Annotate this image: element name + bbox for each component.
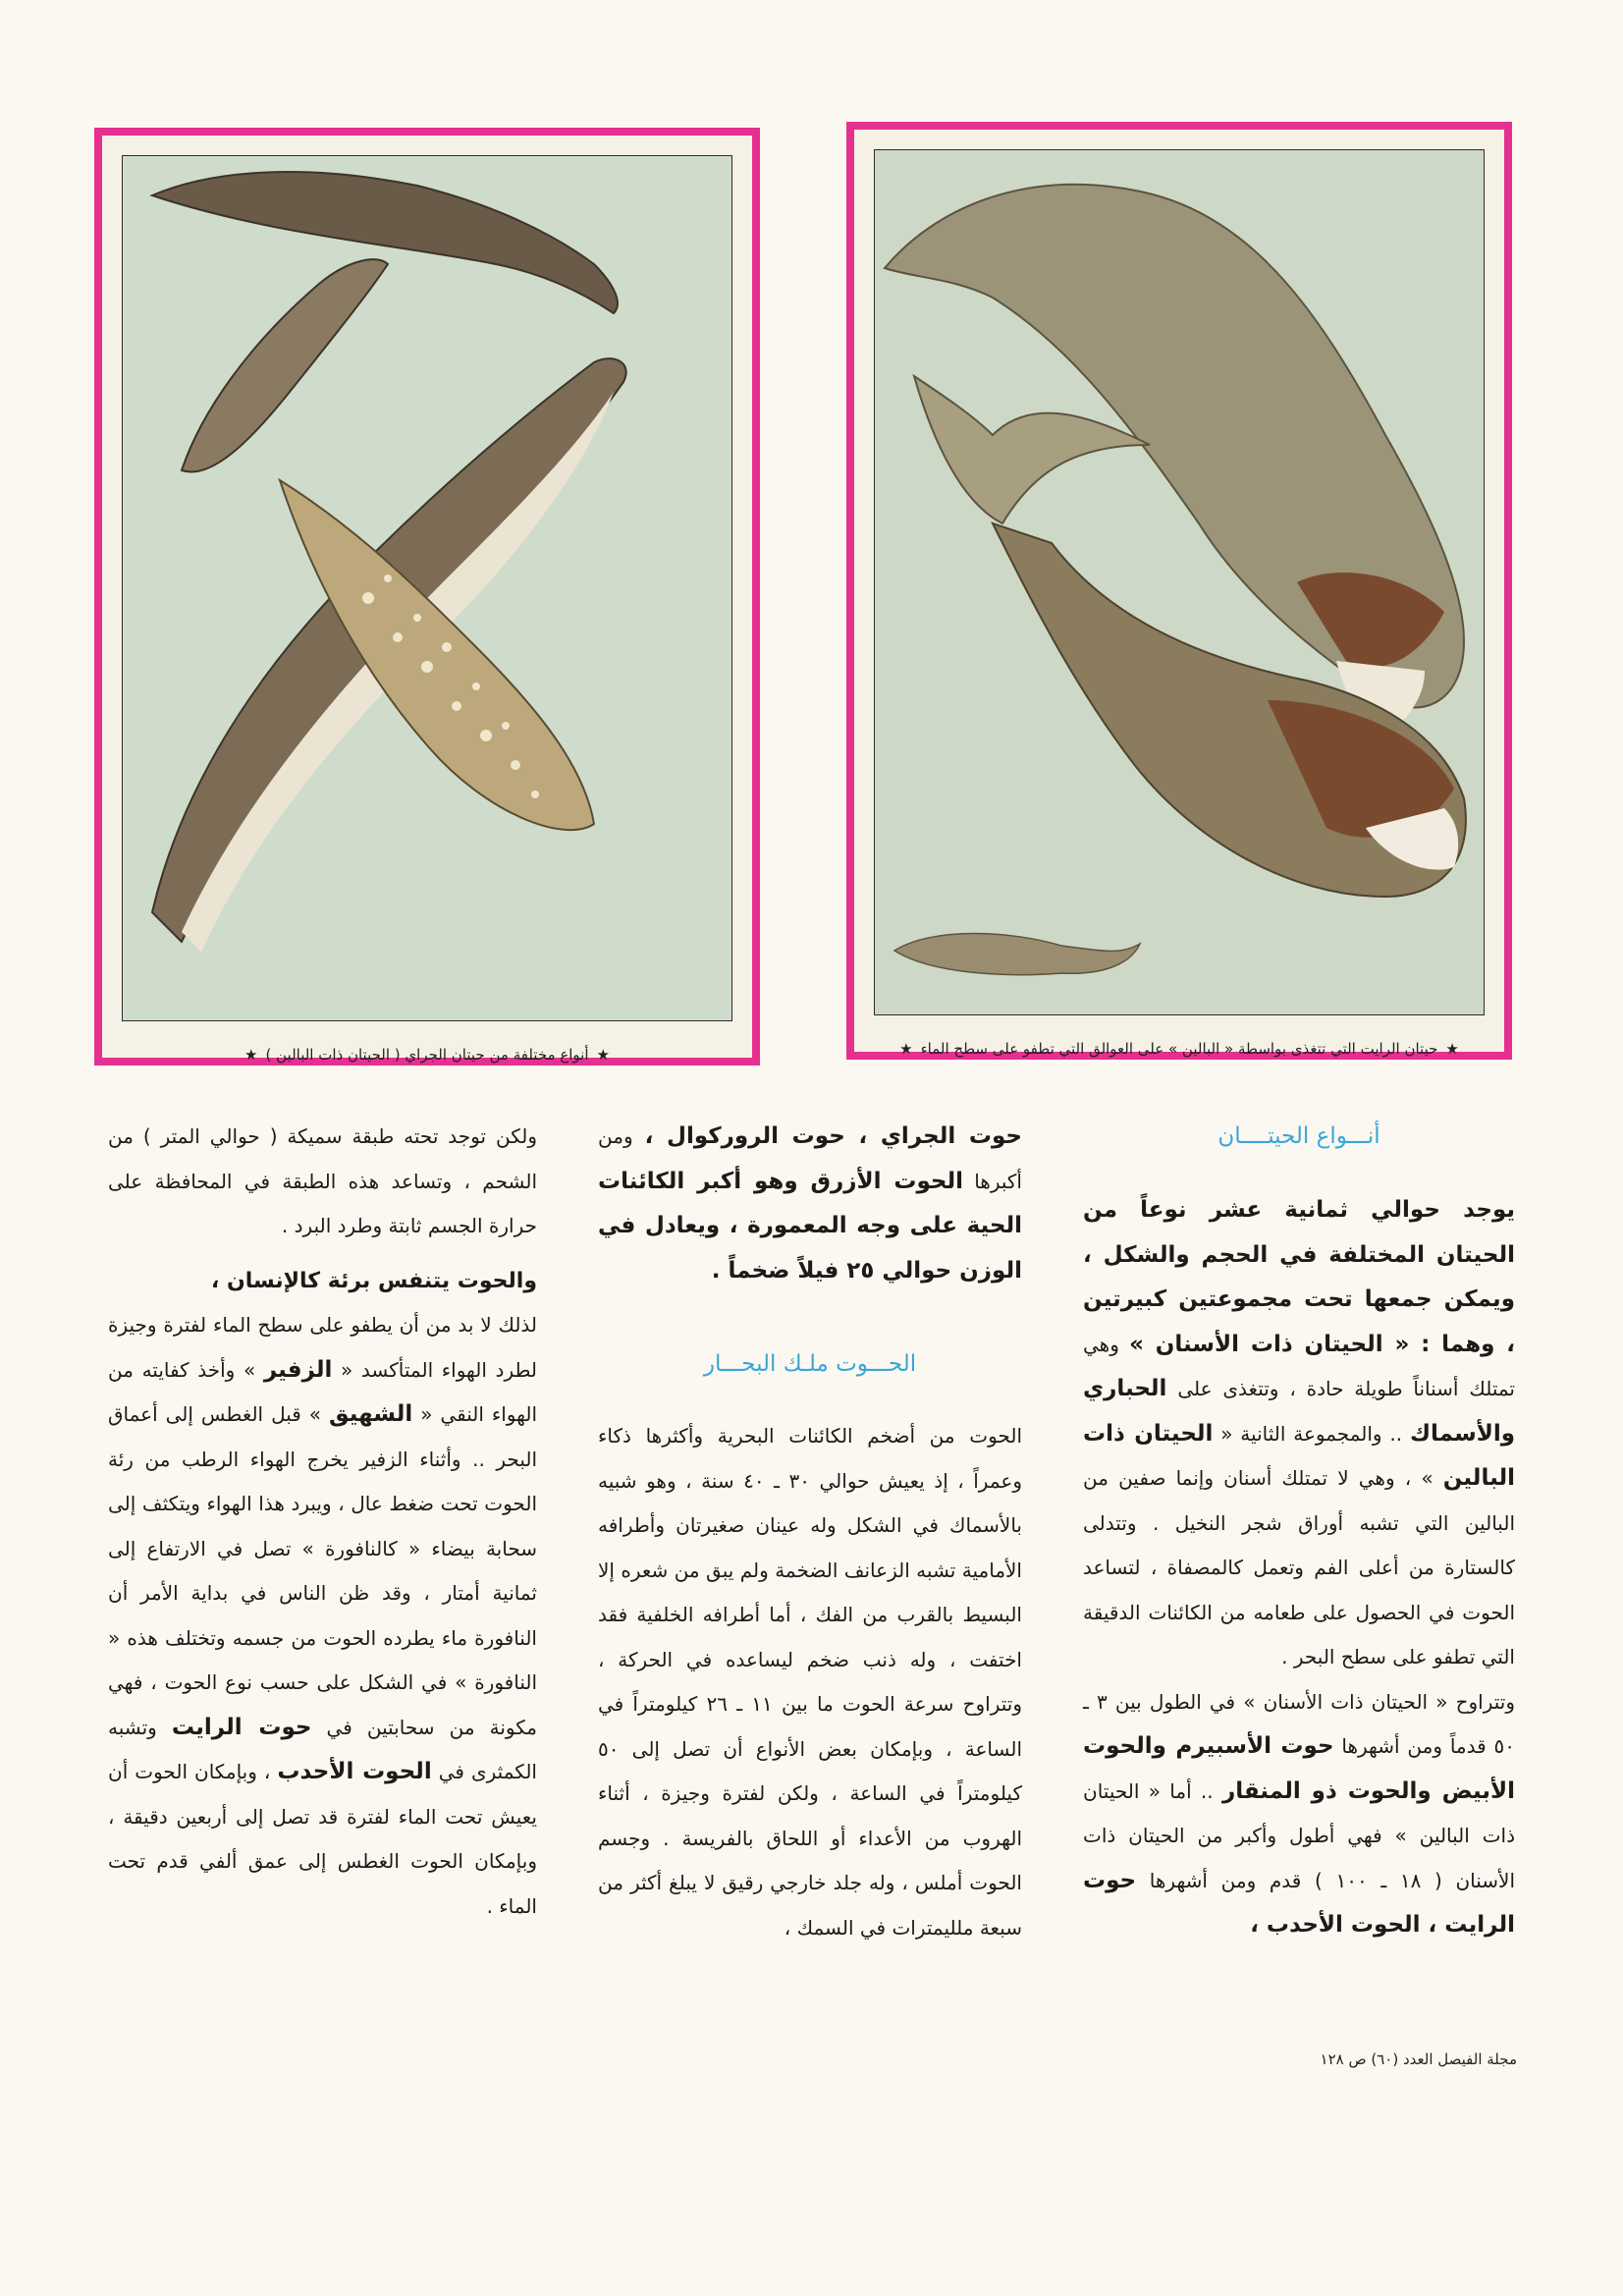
column-right bbox=[1083, 1115, 1515, 1948]
paragraph: حوت الجراي ، حوت الروركوال ، ومن أكبرها الحوت الأزرق وهو أكبر الكائنات الحية على وجه المعمورة ، ويعادل في الوزن حوالي ٢٥ فيلاً ضخماً . bbox=[598, 1123, 1022, 1284]
right-caption-text: حيتان الرايت التي تتغذى بواسطة « البالين » على العوالق التي تطفو على سطح الماء bbox=[920, 1040, 1438, 1058]
star-icon: ★ bbox=[244, 1046, 258, 1064]
left-caption-text: أنواع مختلفة من حيتان الجراي ( الحيتان ذات البالين ) bbox=[265, 1046, 589, 1064]
paragraph: ولكن توجد تحته طبقة سميكة ( حوالي المتر ) من الشحم ، وتساعد هذه الطبقة في المحافظة على حرارة الجسم ثابتة وطرد البرد . bbox=[108, 1124, 537, 1237]
figure-right-whales bbox=[846, 122, 1512, 1060]
section-heading-whale-king: الحـــوت ملـك البحـــار bbox=[703, 1351, 917, 1377]
star-icon: ★ bbox=[596, 1046, 610, 1064]
subheading-breathing: والحوت يتنفس برئة كالإنسان ، bbox=[210, 1268, 537, 1293]
left-whales-illustration bbox=[122, 155, 732, 1021]
left-figure-caption bbox=[122, 1027, 732, 1082]
paragraph: وتتراوح « الحيتان ذات الأسنان » في الطول بين ٣ ـ ٥٠ قدماً ومن أشهرها حوت الأسبيرم والحوت الأبيض والحوت ذو المنقار .. أما « الحيتان ذات البالين » فهي أطول وأكبر من الحيتان ذات الأسنان ( ١٨ ـ ١٠٠ ) قدم ومن أشهرها حوت الرايت ، الحوت الأحدب ، bbox=[1083, 1689, 1516, 1938]
paragraph: يوجد حوالي ثمانية عشر نوعاً من الحيتان المختلفة في الحجم والشكل ، ويمكن جمعها تحت مجموعتين كبيرتين ، وهما : « الحيتان ذات الأسنان » وهي تمتلك أسناناً طويلة حادة ، وتتغذى على الحباري والأسماك .. والمجموعة الثانية « الحيتان ذات البالين » ، وهي لا تمتلك أسنان وإنما صفين من البالين التي تشبه أوراق شجر النخيل . وتتدلى كالستارة من أعلى الفم وتعمل كالمصفاة ، لتساعد الحوت في الحصول على طعامه من الكائنات الدقيقة التي تطفو على سطح البحر . bbox=[1083, 1197, 1516, 1668]
right-figure-caption bbox=[874, 1021, 1485, 1076]
star-icon: ★ bbox=[1445, 1040, 1459, 1058]
column-left bbox=[108, 1115, 537, 1929]
paragraph: لذلك لا بد من أن يطفو على سطح الماء لفترة وجيزة لطرد الهواء المتأكسد « الزفير » وأخذ كفايته من الهواء النقي « الشهيق » قبل الغطس إلى أعماق البحر .. وأثناء الزفير يخرج الهواء الرطب من رئة الحوت تحت ضغط عال ، ويبرد هذا الهواء ويتكثف إلى سحابة بيضاء « كالنافورة » تصل في الارتفاع إلى ثمانية أمتار ، وقد ظن الناس في بداية الأمر أن النافورة ماء يطرده الحوت من جسمه وتختلف هذه « النافورة » في الشكل على حسب نوع الحوت ، فهي مكونة من سحابتين في حوت الرايت وتشبه الكمثرى في الحوت الأحدب ، وبإمكان الحوت أن يعيش تحت الماء لفترة قد تصل إلى أربعين دقيقة ، وبإمكان الحوت الغطس إلى عمق ألفي قدم تحت الماء . bbox=[108, 1313, 537, 1918]
figure-left-whales bbox=[94, 128, 760, 1066]
section-heading-whale-types: أنـــواع الحيتــــان bbox=[1217, 1123, 1380, 1149]
page-footer: مجلة الفيصل العدد (٦٠) ص ١٢٨ bbox=[1320, 2050, 1517, 2068]
column-middle bbox=[598, 1115, 1022, 1950]
right-whales-illustration bbox=[874, 149, 1485, 1015]
paragraph: الحوت من أضخم الكائنات البحرية وأكثرها ذكاء وعمراً ، إذ يعيش حوالي ٣٠ ـ ٤٠ سنة ، وهو شبيه بالأسماك في الشكل وله عينان صغيرتان وأطرافه الأمامية تشبه الزعانف الضخمة ولم يبق من شعره إلا البسيط بالقرب من الفك ، أما أطرافه الخلفية فقد اختفت ، وله ذنب ضخم ليساعده في الحركة ، وتتراوح سرعة الحوت ما بين ١١ ـ ٢٦ كيلومتراً في الساعة ، وبإمكان بعض الأنواع أن تصل إلى ٥٠ كيلومتراً في الساعة ، ولكن لفترة وجيزة ، أثناء الهروب من الأعداء أو اللحاق بالفريسة . وجسم الحوت أملس ، وله جلد خارجي رقيق لا يبلغ أكثر من سبعة ملليمترات في السمك ، bbox=[598, 1424, 1023, 1940]
star-icon: ★ bbox=[899, 1040, 913, 1058]
